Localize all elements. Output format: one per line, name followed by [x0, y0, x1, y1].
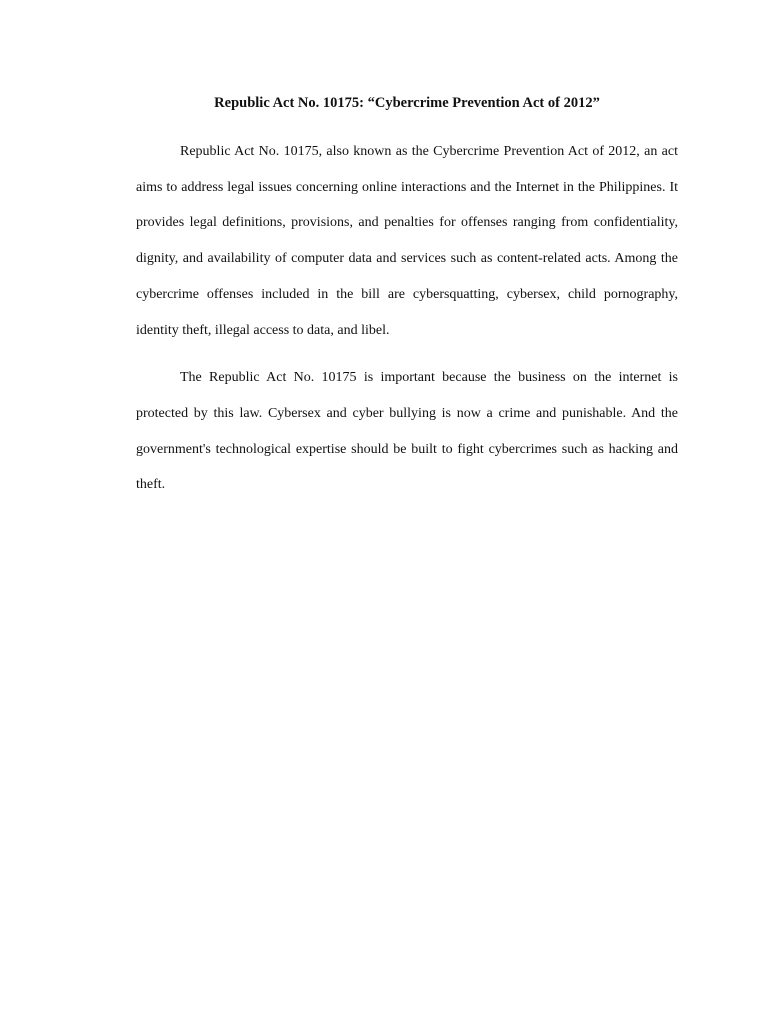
paragraph-importance: The Republic Act No. 10175 is important because the business on the internet is protected by this law. Cybersex and cyber bullying is now a crime and punishable. And the government's technological expertise should be built to fight cybercrimes such as hacking and theft. — [136, 370, 678, 493]
document-body — [136, 92, 678, 515]
paragraph-intro: Republic Act No. 10175, also known as the Cybercrime Prevention Act of 2012, an act aims to address legal issues concerning online interactions and the Internet in the Philippines. It provides legal definitions, provisions, and penalties for offenses ranging from confidentiality, dignity, and availability of computer data and services such as content-related acts. Among the cybercrime offenses included in the bill are cybersquatting, cybersex, child pornography, identity theft, illegal access to data, and libel. — [136, 144, 678, 338]
document-title: Republic Act No. 10175: “Cybercrime Prevention Act of 2012” — [214, 95, 600, 111]
